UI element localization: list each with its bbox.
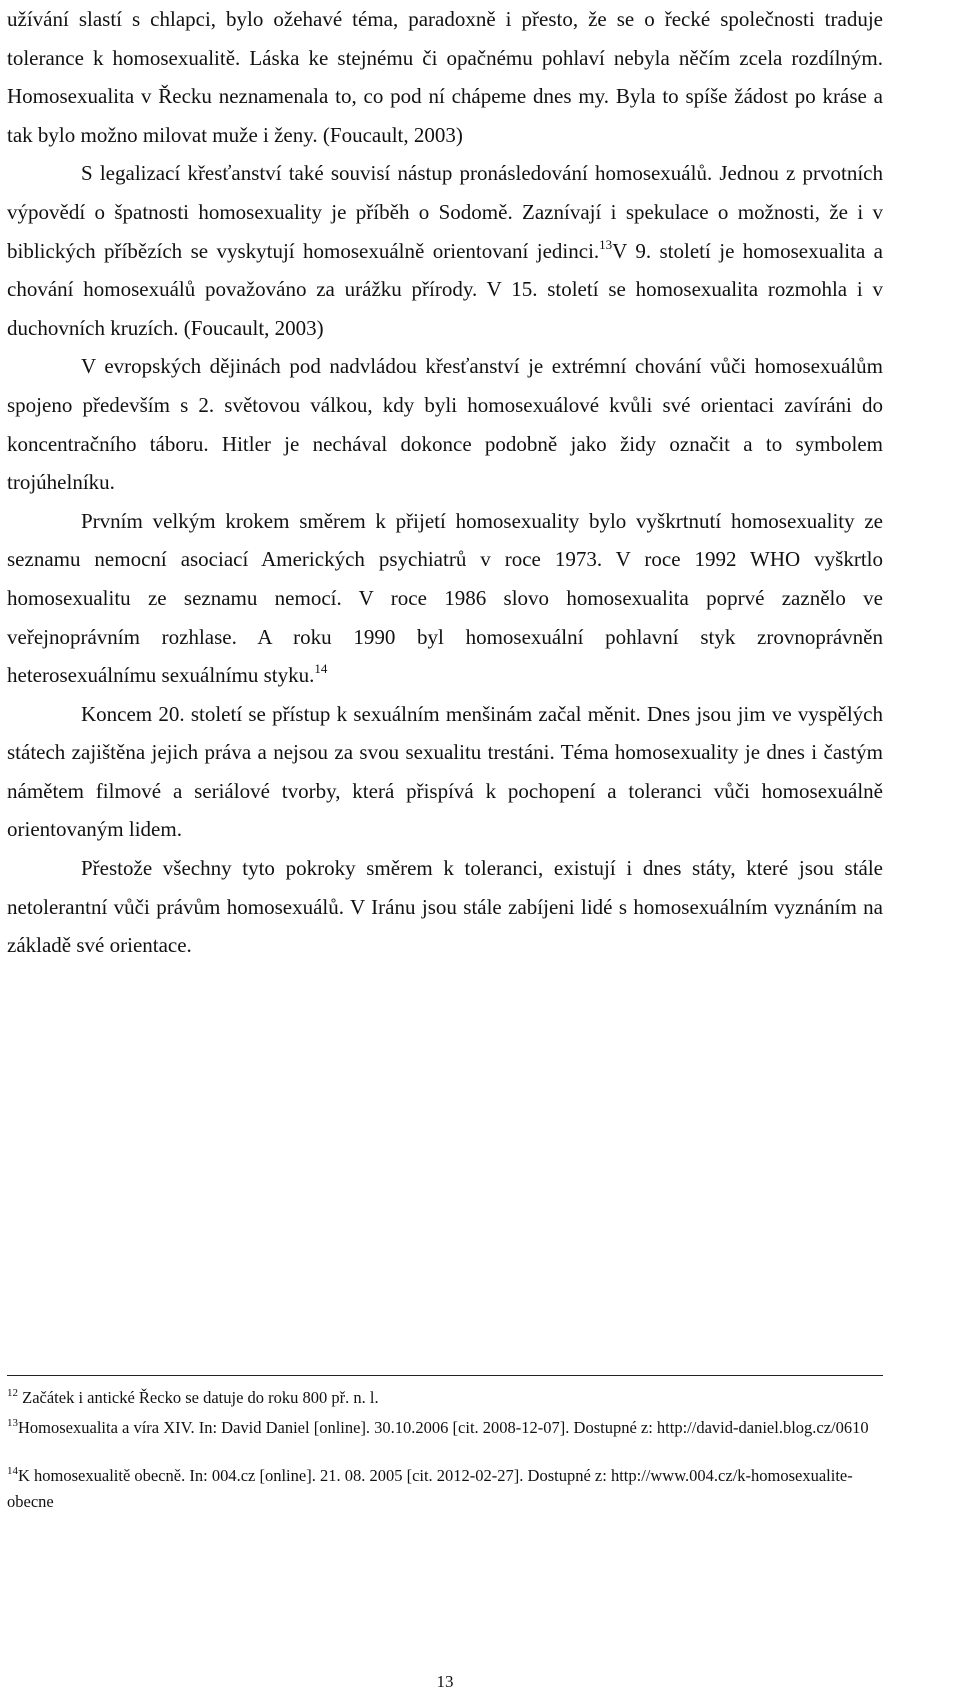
- footnote-12-number: 12: [7, 1387, 18, 1399]
- paragraph-6: [7, 849, 883, 965]
- paragraph-5: [7, 695, 883, 849]
- footnote-ref-14[interactable]: 14: [314, 661, 328, 677]
- body-text: [7, 0, 883, 965]
- page-number: 13: [436, 1672, 454, 1691]
- paragraph-3: [7, 347, 883, 501]
- paragraph-5-text: Koncem 20. století se přístup k sexuálním menšinám začal měnit. Dnes jsou jim ve vyspělých státech zajištěna jejich práva a nejsou za svou sexualitu trestáni. Téma homosexuality je dnes i častým námětem filmové a seriálové tvorby, která přispívá k pochopení a toleranci vůči homosexuálně orientovaným lidem.: [7, 701, 883, 842]
- paragraph-1: [7, 0, 883, 154]
- paragraph-1-text: užívání slastí s chlapci, bylo ožehavé téma, paradoxně i přesto, že se o řecké společnosti traduje tolerance k homosexualitě. Láska ke stejnému či opačnému pohlaví nebyla něčím zcela rozdílným. Homosexualita v Řecku neznamenala to, co pod ní chápeme dnes my. Byla to spíše žádost po kráse a tak bylo možno milovat muže i ženy. (Foucault, 2003): [7, 7, 883, 147]
- paragraph-6-text: Přestože všechny tyto pokroky směrem k toleranci, existují i dnes státy, které jsou stále netolerantní vůči právům homosexuálů. V Iránu jsou stále zabíjeni lidé s homosexuálním vyznáním na základě své orientace.: [7, 856, 883, 958]
- footnote-12-text: Začátek i antické Řecko se datuje do roku 800 př. n. l.: [18, 1388, 379, 1407]
- footnote-12: [7, 1385, 883, 1411]
- footnote-13: [7, 1415, 883, 1441]
- footnote-13-text: Homosexualita a víra XIV. In: David Daniel [online]. 30.10.2006 [cit. 2008-12-07]. Dostupné z: http://david-daniel.blog.cz/0610: [18, 1418, 869, 1437]
- paragraph-2-text-a: S legalizací křesťanství také souvisí nástup pronásledování homosexuálů. Jednou z prvotních výpovědí o špatnosti homosexuality je příběh o Sodomě. Zaznívají i spekulace o možnosti, že i v biblických příbězích se vyskytují homosexuálně orientovaní jedinci.: [7, 161, 883, 263]
- paragraph-3-text: V evropských dějinách pod nadvládou křesťanství je extrémní chování vůči homosexuálům spojeno především s 2. světovou válkou, kdy byli homosexuálové kvůli své orientaci zavíráni do koncentračního táboru. Hitler je nechával dokonce podobně jako židy označit a to symbolem trojúhelníku.: [7, 354, 883, 495]
- paragraph-2: [7, 154, 883, 347]
- paragraph-4: [7, 502, 883, 695]
- paragraph-4-text: Prvním velkým krokem směrem k přijetí homosexuality bylo vyškrtnutí homosexuality ze seznamu nemocní asociací Amerických psychiatrů v roce 1973. V roce 1992 WHO vyškrtlo homosexualitu ze seznamu nemocí. V roce 1986 slovo homosexualita poprvé zaznělo ve veřejnoprávním rozhlase. A roku 1990 byl homosexuální pohlavní styk zrovnoprávněn heterosexuálnímu sexuálnímu styku.: [7, 508, 883, 688]
- footnote-14: [7, 1463, 883, 1515]
- footnote-ref-13[interactable]: 13: [599, 236, 613, 252]
- footnotes: [7, 1385, 883, 1519]
- paragraph-2-text-b: V 9. století je homosexualita a chování homosexuálů považováno za urážku přírody. V 15. století se homosexualita rozmohla i v duchovních kruzích. (Foucault, 2003): [7, 238, 883, 340]
- footnote-14-text: K homosexualitě obecně. In: 004.cz [online]. 21. 08. 2005 [cit. 2012-02-27]. Dostupné z: http://www.004.cz/k-homosexualite-obecne: [7, 1466, 853, 1511]
- footnote-13-number: 13: [7, 1417, 18, 1429]
- footnote-separator: [7, 1375, 883, 1376]
- footnote-14-number: 14: [7, 1465, 18, 1477]
